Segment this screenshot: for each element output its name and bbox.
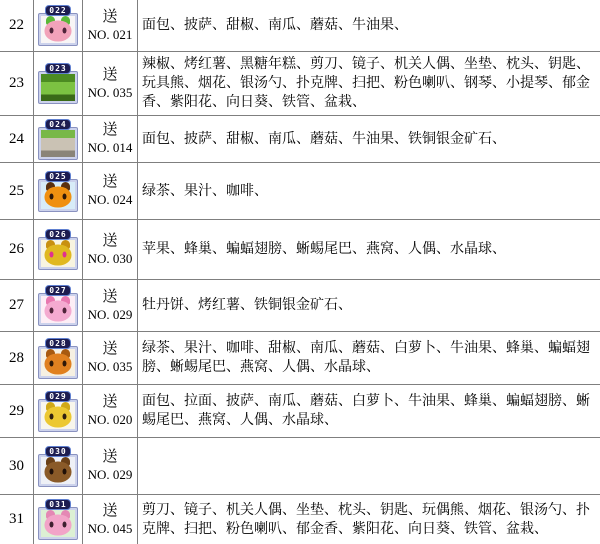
icon-tile xyxy=(38,454,78,487)
send-label: 送 xyxy=(102,122,118,138)
gift-items-cell xyxy=(138,163,600,219)
npc-icon-cell xyxy=(34,495,83,544)
icon-eye-right xyxy=(63,413,67,419)
send-label: 送 xyxy=(102,174,118,190)
gift-items: 剪刀、镜子、机关人偶、坐垫、枕头、钥匙、玩偶熊、烟花、银汤勺、扑克牌、扫把、粉色喇叭、郁金香、紫阳花、向日葵、铁管、盆栽、 xyxy=(142,502,590,537)
row-number: 23 xyxy=(0,52,34,115)
gift-items-cell xyxy=(138,220,600,279)
orange-horned-creature-icon xyxy=(38,171,78,212)
table-row xyxy=(0,220,600,280)
send-number: NO. 021 xyxy=(87,26,133,42)
row-number: 22 xyxy=(0,0,34,51)
send-label: 送 xyxy=(102,232,118,249)
send-number: NO. 024 xyxy=(87,192,133,207)
icon-eye-left xyxy=(50,28,54,34)
icon-body xyxy=(41,130,75,157)
icon-eye-right xyxy=(63,468,67,474)
gift-items: 牡丹饼、烤红薯、铁铜银金矿石、 xyxy=(142,298,352,313)
icon-body xyxy=(45,245,72,266)
send-cell xyxy=(83,116,138,162)
icon-art xyxy=(41,349,75,376)
send-cell xyxy=(83,332,138,384)
icon-eye-right xyxy=(63,522,67,528)
gift-items: 苹果、蜂巢、蝙蝠翅膀、蜥蜴尾巴、燕窝、人偶、水晶球、 xyxy=(142,242,506,257)
icon-number-badge: 024 xyxy=(45,119,70,130)
icon-art xyxy=(41,457,75,484)
icon-eye-right xyxy=(63,252,67,258)
npc-icon-cell xyxy=(34,0,83,51)
table-row xyxy=(0,280,600,332)
pink-capped-creature-icon xyxy=(38,5,78,46)
npc-icon-cell xyxy=(34,52,83,115)
send-number: NO. 035 xyxy=(87,84,133,100)
yellow-moth-icon xyxy=(38,229,78,270)
table-row xyxy=(0,116,600,163)
send-cell xyxy=(83,280,138,331)
send-number: NO. 045 xyxy=(87,520,133,536)
icon-eye-left xyxy=(50,252,54,258)
icon-eye-left xyxy=(50,413,54,419)
icon-eye-left xyxy=(50,193,54,199)
send-cell xyxy=(83,220,138,279)
table-row xyxy=(0,495,600,544)
icon-body xyxy=(45,406,72,427)
send-number: NO. 014 xyxy=(87,140,133,155)
send-number: NO. 030 xyxy=(87,250,133,266)
row-number: 26 xyxy=(0,220,34,279)
icon-art xyxy=(41,182,75,209)
icon-number-badge: 029 xyxy=(45,391,70,402)
icon-number-badge: 022 xyxy=(45,5,70,16)
send-label: 送 xyxy=(102,288,118,305)
icon-art xyxy=(41,510,75,537)
icon-eye-right xyxy=(63,308,67,314)
send-label: 送 xyxy=(102,66,118,83)
send-label: 送 xyxy=(102,341,118,357)
gift-items: 绿茶、果汁、咖啡、 xyxy=(142,183,268,199)
table-row xyxy=(0,52,600,116)
pink-rabbit-icon xyxy=(38,285,78,326)
icon-number-badge: 023 xyxy=(45,63,70,74)
icon-number-badge: 030 xyxy=(45,446,70,457)
icon-eye-left xyxy=(50,308,54,314)
brown-ape-icon xyxy=(38,446,78,487)
icon-number-badge: 027 xyxy=(45,285,70,296)
send-cell xyxy=(83,0,138,51)
icon-eye-left xyxy=(50,522,54,528)
pink-puff-icon xyxy=(38,499,78,540)
row-number: 28 xyxy=(0,332,34,384)
icon-eye-right xyxy=(63,360,67,366)
icon-art xyxy=(41,130,75,157)
icon-art xyxy=(41,240,75,267)
table-row xyxy=(0,332,600,385)
stone-ruins-icon xyxy=(38,119,78,160)
icon-tile xyxy=(38,179,78,212)
icon-body xyxy=(45,515,72,536)
icon-tile xyxy=(38,507,78,540)
send-number: NO. 020 xyxy=(87,412,133,427)
gift-items: 辣椒、烤红薯、黑糖年糕、剪刀、镜子、机关人偶、坐垫、枕头、钥匙、玩具熊、烟花、银汤勺、扑克牌、扫把、粉色喇叭、钢琴、小提琴、郁金香、紫阳花、向日葵、铁管、盆栽、 xyxy=(142,57,590,110)
send-number: NO. 029 xyxy=(87,306,133,322)
green-camo-icon xyxy=(38,63,78,104)
gift-items: 绿茶、果汁、咖啡、甜椒、南瓜、蘑菇、白萝卜、牛油果、蜂巢、蝙蝠翅膀、蜥蜴尾巴、燕窝、人偶、水晶球、 xyxy=(142,341,590,375)
npc-icon-cell xyxy=(34,438,83,494)
send-cell xyxy=(83,52,138,115)
gift-items-cell xyxy=(138,116,600,162)
gift-items-cell xyxy=(138,495,600,544)
icon-eye-left xyxy=(50,468,54,474)
send-label: 送 xyxy=(102,449,118,465)
npc-icon-cell xyxy=(34,332,83,384)
row-number: 24 xyxy=(0,116,34,162)
row-number: 30 xyxy=(0,438,34,494)
icon-body xyxy=(41,74,75,101)
icon-tile xyxy=(38,293,78,326)
gift-items-cell xyxy=(138,385,600,437)
icon-body xyxy=(45,461,72,482)
send-number: NO. 029 xyxy=(87,467,133,482)
yellow-blob-icon xyxy=(38,391,78,432)
icon-number-badge: 026 xyxy=(45,229,70,240)
icon-art xyxy=(41,16,75,43)
icon-art xyxy=(41,402,75,429)
icon-number-badge: 028 xyxy=(45,338,70,349)
send-cell xyxy=(83,163,138,219)
send-label: 送 xyxy=(102,502,118,519)
icon-body xyxy=(45,301,72,322)
icon-body xyxy=(45,186,72,207)
npc-icon-cell xyxy=(34,116,83,162)
icon-number-badge: 025 xyxy=(45,171,70,182)
npc-icon-cell xyxy=(34,163,83,219)
row-number: 29 xyxy=(0,385,34,437)
npc-icon-cell xyxy=(34,280,83,331)
gift-items: 面包、披萨、甜椒、南瓜、蘑菇、牛油果、 xyxy=(142,18,408,33)
send-cell xyxy=(83,438,138,494)
row-number: 27 xyxy=(0,280,34,331)
table-row xyxy=(0,0,600,52)
send-number: NO. 035 xyxy=(87,359,133,374)
table-row xyxy=(0,438,600,495)
icon-tile xyxy=(38,399,78,432)
icon-tile xyxy=(38,237,78,270)
gift-items-cell xyxy=(138,0,600,51)
send-cell xyxy=(83,495,138,544)
row-number: 31 xyxy=(0,495,34,544)
icon-tile xyxy=(38,71,78,104)
icon-eye-left xyxy=(50,360,54,366)
icon-tile xyxy=(38,127,78,160)
gift-items-cell xyxy=(138,332,600,384)
gift-items-cell xyxy=(138,280,600,331)
gift-items: 面包、拉面、披萨、南瓜、蘑菇、白萝卜、牛油果、蜂巢、蝙蝠翅膀、蜥蜴尾巴、燕窝、人偶、水晶球、 xyxy=(142,394,590,428)
icon-body xyxy=(45,21,72,42)
send-label: 送 xyxy=(102,8,118,25)
npc-icon-cell xyxy=(34,220,83,279)
npc-icon-cell xyxy=(34,385,83,437)
gift-items-cell xyxy=(138,52,600,115)
table-row xyxy=(0,163,600,220)
send-cell xyxy=(83,385,138,437)
icon-art xyxy=(41,74,75,101)
gift-items: 面包、披萨、甜椒、南瓜、蘑菇、牛油果、铁铜银金矿石、 xyxy=(142,131,506,147)
gift-items-cell xyxy=(138,438,600,494)
icon-eye-right xyxy=(63,28,67,34)
icon-tile xyxy=(38,346,78,379)
orange-lion-icon xyxy=(38,338,78,379)
table-row xyxy=(0,385,600,438)
row-number: 25 xyxy=(0,163,34,219)
icon-eye-right xyxy=(63,193,67,199)
icon-tile xyxy=(38,13,78,46)
icon-number-badge: 031 xyxy=(45,499,70,510)
send-label: 送 xyxy=(102,394,118,410)
icon-art xyxy=(41,296,75,323)
icon-body xyxy=(45,353,72,374)
